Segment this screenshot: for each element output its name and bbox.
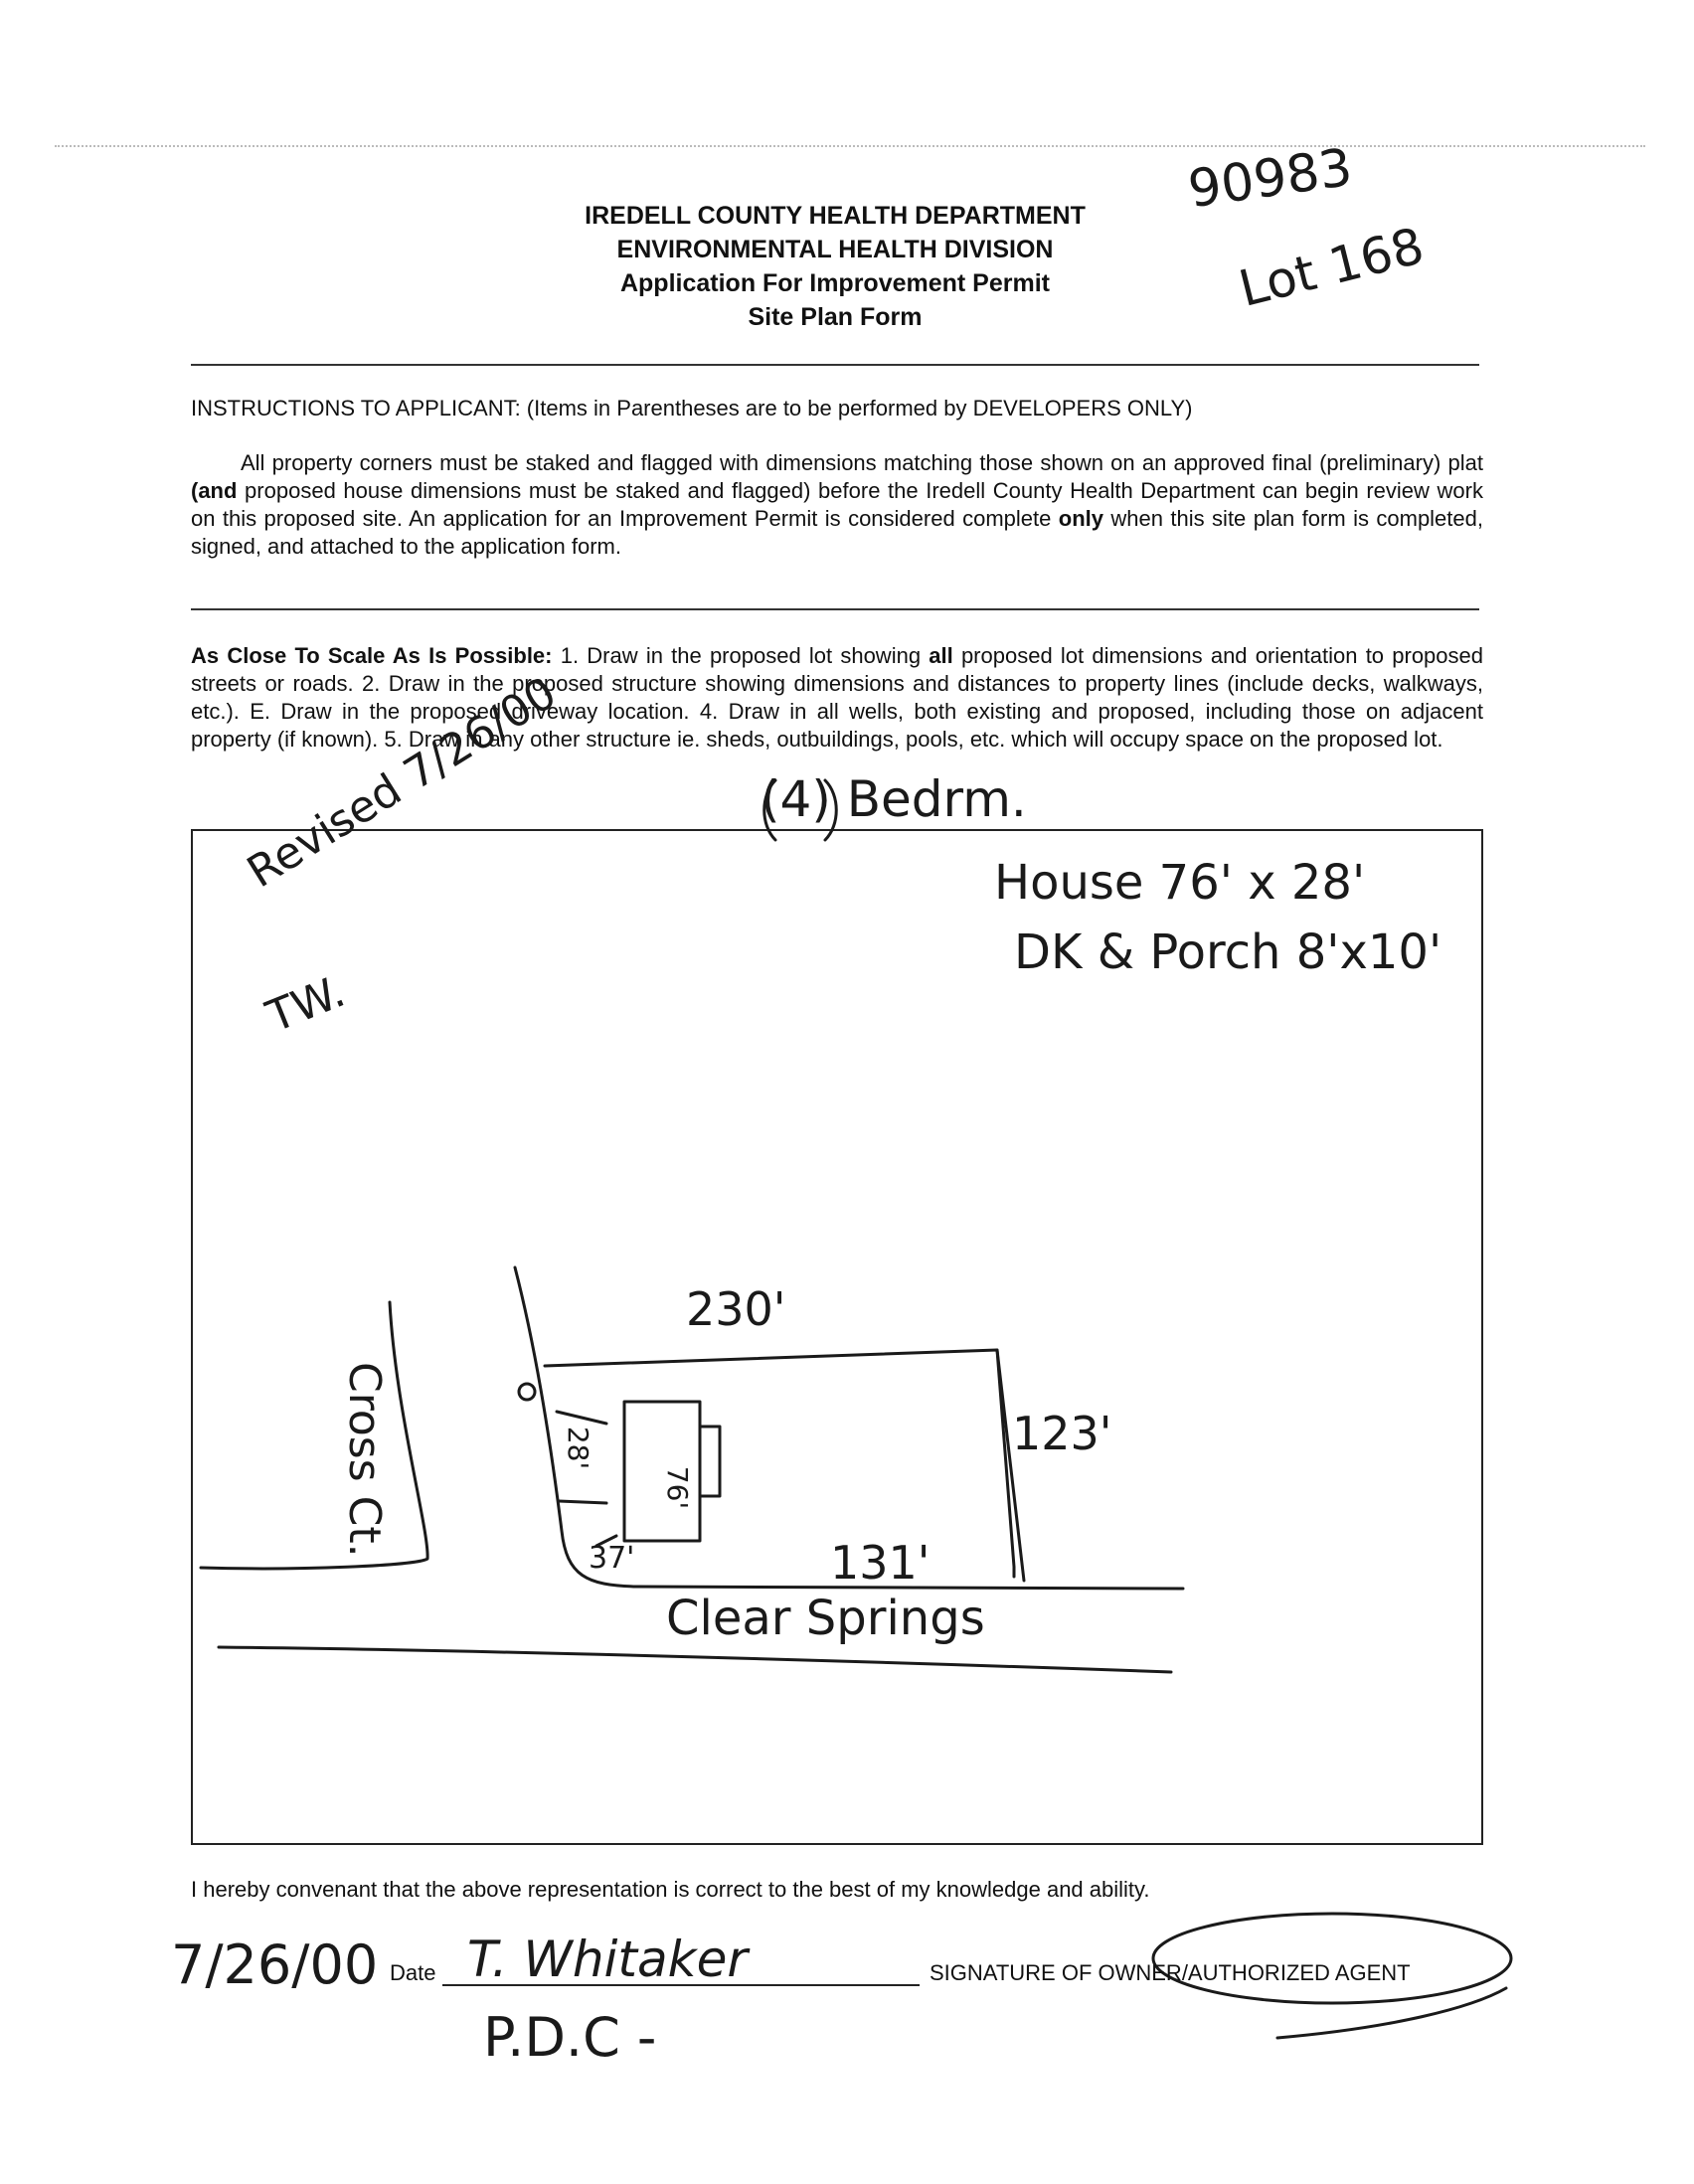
scale-text-1: 1. Draw in the proposed lot showing xyxy=(552,643,930,668)
revised-initials: TW. xyxy=(259,965,352,1044)
deck-porch-note: DK & Porch 8'x10' xyxy=(1014,924,1442,980)
header-division: ENVIRONMENTAL HEALTH DIVISION xyxy=(616,236,1054,263)
lot-dim-bottom: 131' xyxy=(830,1536,931,1590)
signature-value: T. Whitaker xyxy=(467,1931,748,1988)
lot-right-edge xyxy=(997,1350,1024,1581)
deck-porch xyxy=(700,1427,720,1496)
house-dim-right: 76' xyxy=(661,1465,695,1510)
header-department: IREDELL COUNTY HEALTH DEPARTMENT xyxy=(585,202,1086,230)
scale-bold-all: all xyxy=(929,643,953,668)
signed-date-value: 7/26/00 xyxy=(171,1933,379,1996)
cross-ct-road-left-edge xyxy=(201,1302,427,1569)
below-signature-note: P.D.C - xyxy=(483,2006,657,2069)
scale-lead: As Close To Scale As Is Possible: xyxy=(191,643,553,668)
instructions-bold-only: only xyxy=(1058,506,1104,531)
header-form-name: Site Plan Form xyxy=(748,303,923,331)
clear-springs-label: Clear Springs xyxy=(666,1591,985,1646)
lot-dim-corner: 37' xyxy=(589,1541,635,1576)
lot-dim-top: 230' xyxy=(686,1282,786,1336)
date-label: Date xyxy=(390,1960,436,1985)
header-application: Application For Improvement Permit xyxy=(619,269,1050,297)
house-dim-left: 28' xyxy=(562,1426,595,1470)
clear-springs-road-edge xyxy=(219,1647,1171,1672)
certification-statement: I hereby convenant that the above representation is correct to the best of my knowledge and ability. xyxy=(191,1877,1150,1902)
instructions-text-1: All property corners must be staked and flagged with dimensions matching those shown on an approved final (preliminary) plat xyxy=(241,450,1483,475)
instructions-text-3: when this site plan form is completed, signed, and attached to the application form. xyxy=(191,506,1483,559)
signature-label: SIGNATURE OF OWNER/AUTHORIZED AGENT xyxy=(930,1960,1411,1985)
revised-note: Revised 7/26/00 xyxy=(239,667,566,899)
signature-underline xyxy=(1277,1988,1506,2038)
signature-circle xyxy=(1153,1914,1511,2003)
corner-marker xyxy=(519,1384,535,1400)
cross-ct-label: Cross Ct. xyxy=(339,1362,390,1558)
lot-dim-right: 123' xyxy=(1012,1407,1112,1460)
bedrooms-note: (4) Bedrm. xyxy=(761,770,1027,828)
handwritten-file-number: 90983 xyxy=(1184,137,1356,221)
instructions-bold-and: (and xyxy=(191,478,238,503)
house-dimensions-note: House 76' x 28' xyxy=(994,855,1366,911)
instructions-title: INSTRUCTIONS TO APPLICANT: (Items in Parentheses are to be performed by DEVELOPERS ONLY) xyxy=(191,396,1193,420)
scale-text-2: proposed lot dimensions and orientation to proposed streets or roads. 2. Draw in the proposed structure showing dimensions and distances to property lines (include decks, walkways, etc.). E. Draw in the proposed driveway location. 4. Draw in all wells, both existing and proposed, including those on adjacent property (if known). 5. Draw in any other structure ie. sheds, outbuildings, pools, etc. which will occupy space on the proposed lot. xyxy=(191,643,1483,752)
handwritten-lot-number: Lot 168 xyxy=(1233,217,1430,318)
instructions-text-2: proposed house dimensions must be staked and flagged) before the Iredell County Health Department can begin review work on this proposed site. An application for an Improvement Permit is considered complete xyxy=(191,478,1483,531)
